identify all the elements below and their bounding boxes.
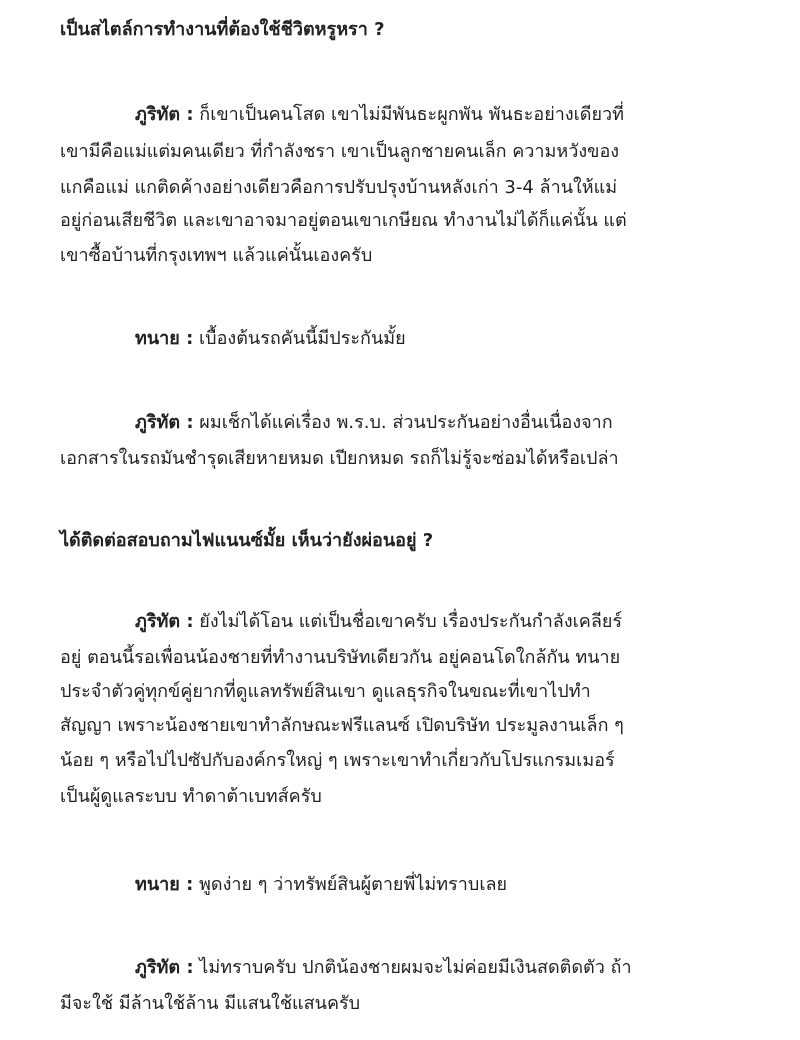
dialogue-text: สัญญา เพราะน้องชายเขาทำลักษณะฟรีแลนซ์ เปิดบริษัท ประมูลงานเล็ก ๆ	[60, 715, 624, 736]
dialogue-text: ประจำตัวคู่ทุกข์คู่ยากที่ดูแลทรัพย์สินเขา ดูแลธุรกิจในขณะที่เขาไปทำ	[60, 681, 591, 702]
question-heading-2: ได้ติดต่อสอบถามไฟแนนซ์มั้ย เห็นว่ายังผ่อนอยู่ ?	[60, 530, 434, 551]
dialogue-text: ผมเช็กได้แค่เรื่อง พ.ร.บ. ส่วนประกันอย่างอื่นเนื่องจาก	[199, 412, 613, 433]
dialogue-line	[135, 610, 622, 634]
dialogue-text: เบื้องต้นรถคันนี้มีประกันมั้ย	[199, 328, 406, 349]
dialogue-line	[135, 103, 624, 127]
dialogue-line	[135, 327, 406, 351]
speaker-label: ภูริทัต :	[135, 957, 194, 978]
dialogue-text: มีจะใช้ มีล้านใช้ล้าน มีแสนใช้แสนครับ	[60, 993, 361, 1014]
speaker-label: ภูริทัต :	[135, 611, 194, 632]
dialogue-line	[135, 411, 613, 435]
speaker-label: ทนาย :	[135, 328, 194, 349]
speaker-label: ภูริทัต :	[135, 412, 194, 433]
dialogue-text: ไม่ทราบครับ ปกติน้องชายผมจะไม่ค่อยมีเงินสดติดตัว ถ้า	[199, 957, 632, 978]
dialogue-text: เป็นผู้ดูแลระบบ ทำดาต้าเบทส์ครับ	[60, 786, 322, 807]
dialogue-text: เขาซื้อบ้านที่กรุงเทพฯ แล้วแค่นั้นเองครับ	[60, 245, 373, 266]
dialogue-text: ยังไม่ได้โอน แต่เป็นชื่อเขาครับ เรื่องประกันกำลังเคลียร์	[199, 611, 623, 632]
dialogue-line	[135, 956, 632, 980]
dialogue-text: เอกสารในรถมันชำรุดเสียหายหมด เปียกหมด รถก็ไม่รู้จะซ่อมได้หรือเปล่า	[60, 448, 619, 469]
dialogue-text: น้อย ๆ หรือไปไปซัปกับองค์กรใหญ่ ๆ เพราะเขาทำเกี่ยวกับโปรแกรมเมอร์	[60, 750, 615, 771]
question-heading-1: เป็นสไตล์การทำงานที่ต้องใช้ชีวิตหรูหรา ?	[60, 19, 385, 40]
dialogue-text: เขามีคือแม่แต่มคนเดียว ที่กำลังชรา เขาเป็นลูกชายคนเล็ก ความหวังของ	[60, 141, 620, 162]
dialogue-text: แกคือแม่ แกติดค้างอย่างเดียวคือการปรับปรุงบ้านหลังเก่า 3-4 ล้านให้แม่	[60, 177, 618, 198]
dialogue-text: พูดง่าย ๆ ว่าทรัพย์สินผู้ตายพี่ไม่ทราบเลย	[199, 874, 508, 895]
speaker-label: ภูริทัต :	[135, 104, 194, 125]
dialogue-text: อยู่ก่อนเสียชีวิต และเขาอาจมาอยู่ตอนเขาเกษียณ ทำงานไม่ได้ก็แค่นั้น แต่	[60, 210, 627, 231]
dialogue-text: อยู่ ตอนนี้รอเพื่อนน้องชายที่ทำงานบริษัทเดียวกัน อยู่คอนโดใกล้กัน ทนาย	[60, 647, 621, 668]
dialogue-line	[135, 873, 507, 897]
dialogue-text: ก็เขาเป็นคนโสด เขาไม่มีพันธะผูกพัน พันธะอย่างเดียวที่	[199, 104, 625, 125]
speaker-label: ทนาย :	[135, 874, 194, 895]
